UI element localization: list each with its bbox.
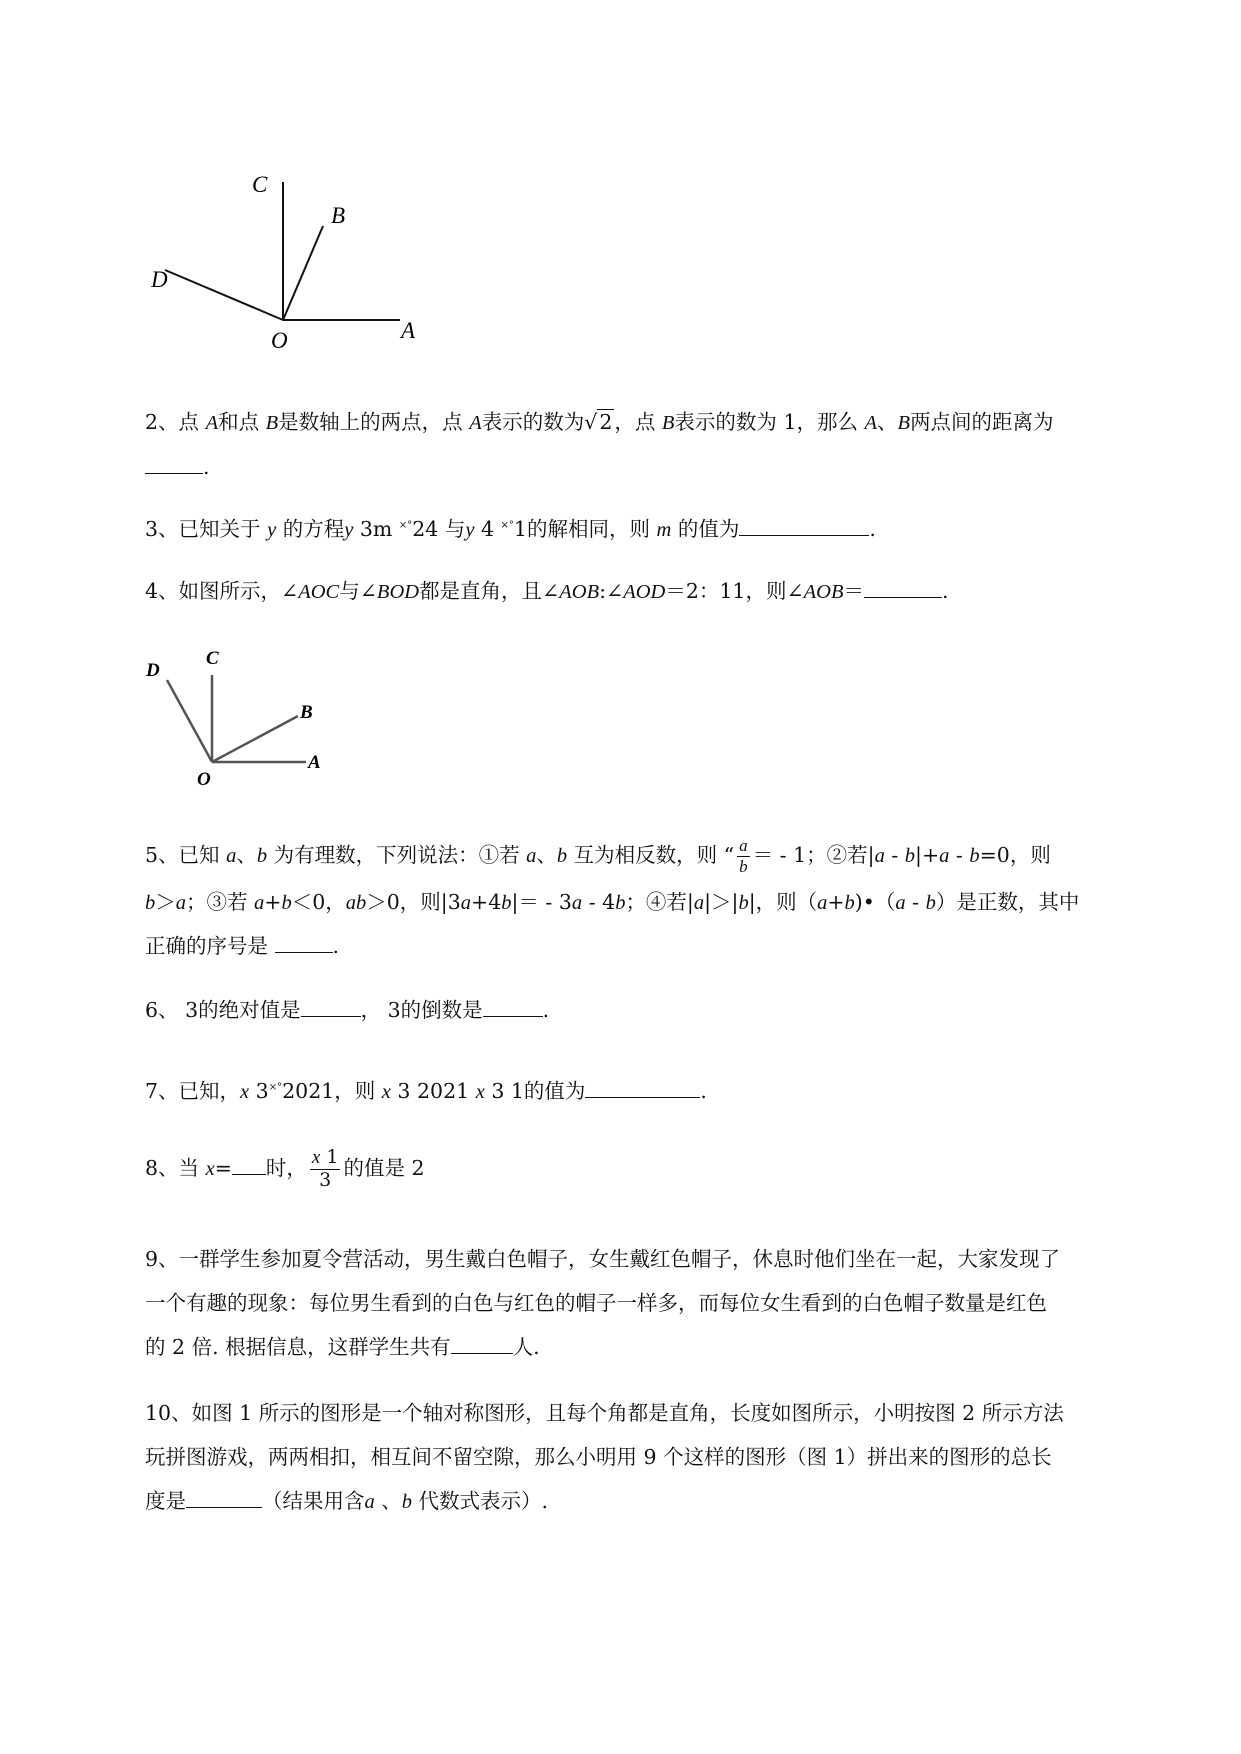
label-d: D [146, 660, 160, 681]
answer-blank-reciprocal [483, 994, 543, 1017]
ray-od [165, 270, 283, 320]
label-c: C [252, 172, 268, 197]
answer-blank [585, 1075, 700, 1098]
sqrt-2: √2 [584, 410, 613, 434]
question-8: 8、当 x= 时， $\frac{x 1}{3}$ 的值是 2 [145, 1146, 425, 1191]
label-c: C [206, 648, 219, 669]
answer-blank [451, 1331, 513, 1354]
answer-blank [739, 513, 869, 536]
answer-blank [864, 575, 942, 598]
label-a: A [308, 752, 321, 773]
ray-ob [212, 716, 298, 762]
fraction-a-over-b: $\frac{a}{b}$ [739, 836, 748, 876]
question-5-line-3: 正确的序号是 . [145, 924, 1157, 968]
fraction-x-plus-1-over-3: $\frac{x 1}{3}$ [311, 1146, 339, 1191]
question-6: 6、 3的绝对值是 ， 3的倒数是 . [145, 988, 1157, 1032]
answer-blank [232, 1152, 266, 1175]
ray-ob [283, 226, 323, 320]
label-d: D [151, 267, 168, 292]
question-2: 2、点 A和点 B是数轴上的两点，点 A表示的数为√2，点 B表示的数为 1，那么 A、B两点间的距离为 . [145, 400, 1157, 489]
label-b: B [300, 702, 313, 723]
question-5-line-2: b＞a；③若 a+b＜0，ab＞0，则|3a+4b|＝ - 3a - 4b；④若|a|＞|b|，则（a+b)•（a - b）是正数，其中 [145, 890, 1080, 914]
label-o: O [197, 769, 211, 790]
ray-od [167, 680, 212, 762]
angle-figure-1 [145, 170, 435, 360]
angle-figure-2 [140, 640, 340, 790]
question-10: 10、如图 1 所示的图形是一个轴对称图形，且每个角都是直角，长度如图所示，小明按图 2 所示方法 [145, 1401, 1064, 1425]
answer-blank-abs [301, 994, 361, 1017]
label-a: A [401, 318, 416, 343]
answer-blank [275, 930, 333, 953]
question-9-line-2: 一个有趣的现象：每位男生看到的白色与红色的帽子一样多，而每位女生看到的白色帽子数量是红色 [145, 1291, 1047, 1315]
question-9: 9、一群学生参加夏令营活动，男生戴白色帽子，女生戴红色帽子，休息时他们坐在一起，大家发现了 [145, 1247, 1061, 1271]
question-5: 5、已知 a、b 为有理数，下列说法：①若 a、b 互为相反数，则 “ $\frac{a}{b}$ ＝ - 1；②若|a - b|+a - b=0，则 [145, 836, 1051, 876]
label-o: O [271, 328, 288, 353]
label-b: B [331, 203, 346, 228]
question-10-line-2: 玩拼图游戏，两两相扣，相互间不留空隙，那么小明用 9 个这样的图形（图 1）拼出来的图形的总长 [145, 1445, 1052, 1469]
question-9-line-3: 的 2 倍. 根据信息，这群学生共有 人. [145, 1325, 1157, 1369]
question-10-line-3: 度是 （结果用含a 、b 代数式表示）. [145, 1479, 1157, 1524]
question-3: 3、已知关于 y 的方程y 3m ×°24 与y 4 ×°1的解相同，则 m 的值为 . [145, 504, 1157, 552]
question-4: 4、如图所示，∠AOC与∠BOD都是直角，且∠AOB:∠AOD＝2：11，则∠AOB＝ . [145, 569, 1157, 614]
answer-blank [186, 1485, 262, 1508]
answer-blank [145, 451, 203, 474]
question-7: 7、已知，x 3×°2021，则 x 3 2021 x 3 1的值为 . [145, 1066, 1157, 1114]
